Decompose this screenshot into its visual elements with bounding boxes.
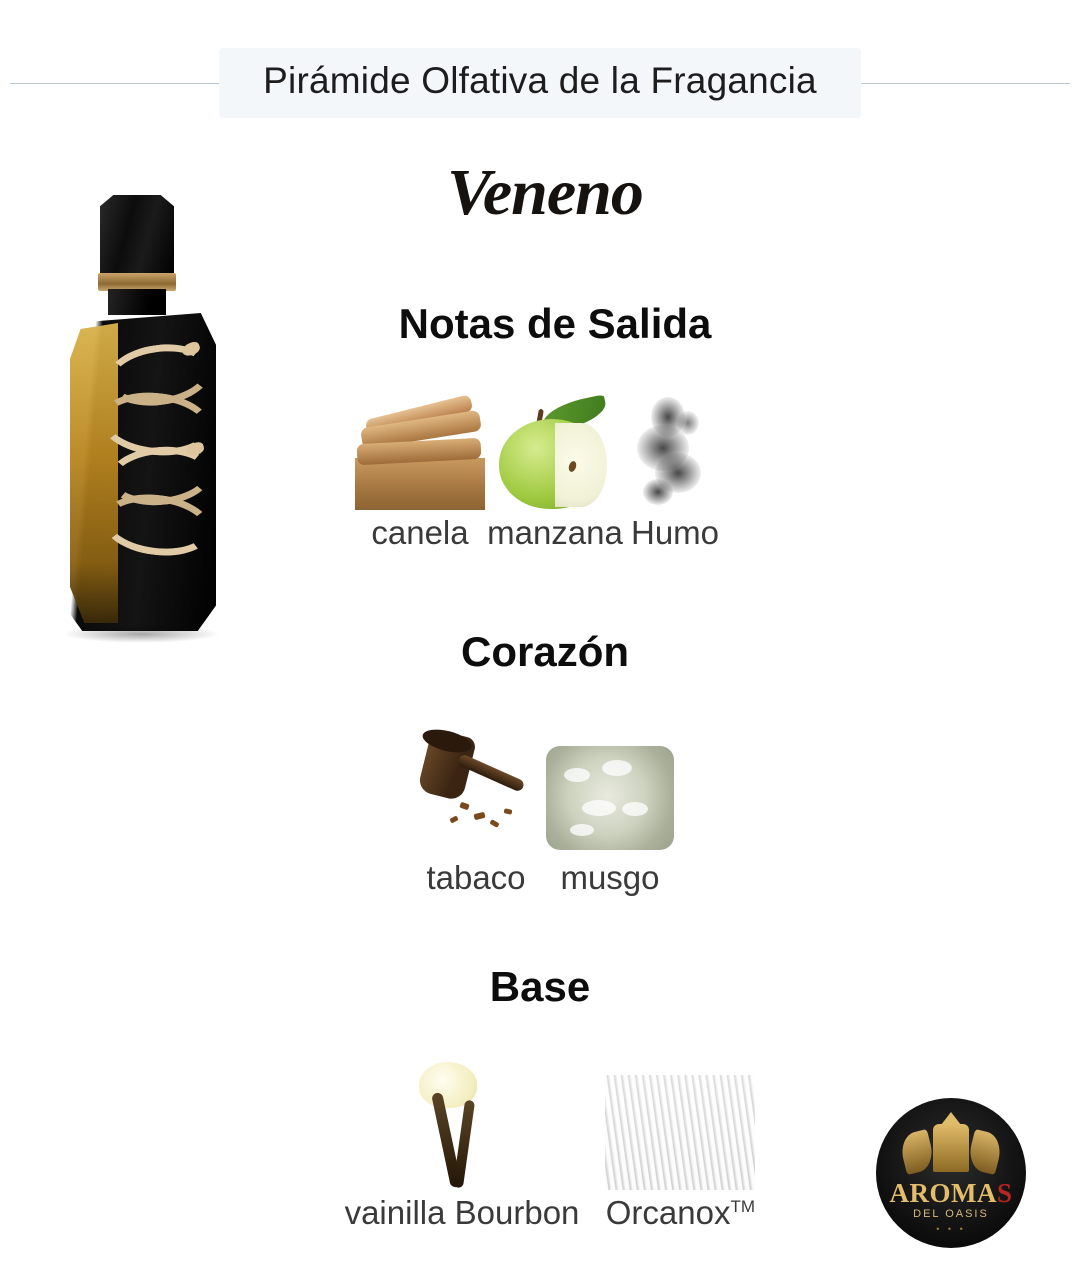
note-label: vainilla Bourbon: [344, 1194, 580, 1231]
logo-ornament-right-icon: [966, 1129, 1005, 1175]
logo-perfume-bottle-icon: [933, 1124, 969, 1172]
note-label: canela: [371, 514, 469, 551]
logo-ornament-left-icon: [898, 1129, 937, 1175]
orcanox-fiber-icon: [605, 1075, 755, 1190]
note-label-text: Orcanox: [605, 1194, 731, 1231]
bottle-cap-icon: [100, 195, 174, 275]
header-chip: [219, 48, 861, 118]
trademark-mark: TM: [730, 1197, 756, 1216]
tobacco-pipe-icon: [406, 725, 546, 855]
bottle-illustration: [62, 195, 222, 645]
note-item: [406, 725, 546, 897]
fragrance-name: Veneno: [447, 156, 643, 229]
note-label: tabaco: [426, 859, 526, 896]
note-label: musgo: [560, 859, 660, 896]
note-item: [345, 1060, 580, 1232]
note-label: manzana: [487, 514, 623, 551]
moss-icon: [546, 740, 674, 855]
note-label: [606, 1194, 755, 1232]
note-item: [605, 1075, 755, 1232]
logo-sub-text: DEL OASIS: [913, 1208, 989, 1220]
note-row-heart: [330, 725, 750, 897]
note-item: [485, 395, 625, 552]
note-item: [355, 395, 485, 552]
brand-logo: [876, 1098, 1026, 1248]
logo-dots: • • •: [936, 1224, 966, 1234]
note-label: Humo: [630, 514, 720, 551]
cinnamon-icon: [355, 395, 485, 510]
note-item: [625, 395, 725, 552]
section-title-top-notes: Notas de Salida: [398, 300, 712, 347]
logo-main-left: AROMA: [889, 1178, 997, 1208]
vanilla-icon: [397, 1060, 527, 1190]
section-title-base-notes: Base: [489, 963, 591, 1010]
logo-main-accent: S: [996, 1178, 1013, 1208]
logo-main-text: [876, 1178, 1026, 1209]
note-item: [546, 740, 674, 897]
smoke-icon: [625, 395, 725, 510]
page-title: Pirámide Olfativa de la Fragancia: [263, 60, 817, 101]
section-title-heart-notes: Corazón: [461, 628, 629, 675]
note-row-top: [270, 395, 810, 552]
perfume-bottle-image: [40, 180, 290, 660]
apple-icon: [485, 395, 625, 510]
note-row-base: [250, 1060, 850, 1232]
page-header: [0, 48, 1080, 118]
